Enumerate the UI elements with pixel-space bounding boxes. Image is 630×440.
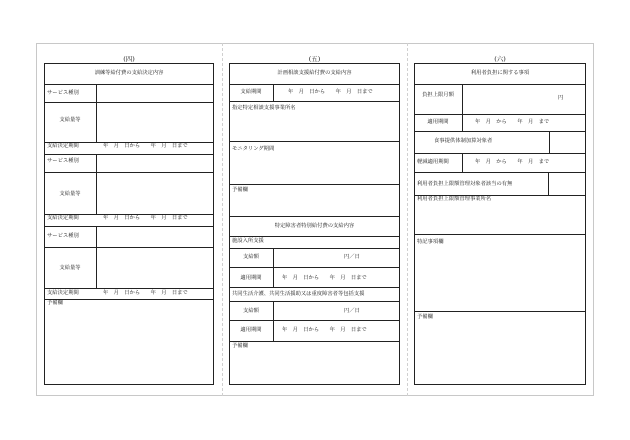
amount-label-1: 支給量等 xyxy=(59,117,81,123)
monthly-cap-label: 負担上限月額 xyxy=(422,92,454,98)
panel-4 xyxy=(44,63,214,385)
cap-management-target-label: 利用者負担上限額管理対象者該当の有無 xyxy=(417,181,513,187)
service-type-label-1: サービス種別 xyxy=(47,90,79,96)
decision-period-label-2: 支給決定期間 xyxy=(47,215,79,221)
group-living-label: 共同生活介護、共同生活援助又は重度障害者等包括支援 xyxy=(232,291,365,297)
monitoring-period-label: モニタリング期間 xyxy=(232,146,275,152)
panel-5-title: 計画相談支援給付費の支給内容 xyxy=(277,70,352,76)
decision-period-value-3: 年 月 日から 年 月 日まで xyxy=(103,290,188,296)
fold-line-right xyxy=(407,43,408,396)
benefit-amount-value-1: 円／日 xyxy=(344,254,360,260)
benefit-amount-label-1: 支給額 xyxy=(243,254,259,260)
reduction-period-label: 軽減適用期間 xyxy=(417,159,449,165)
panel-6-title: 利用者負担に関する事項 xyxy=(470,70,530,76)
panel-4-label: (四) xyxy=(123,55,135,63)
designated-provider-label: 指定特定相談支援事業所名 xyxy=(232,105,296,111)
service-type-label-2: サービス種別 xyxy=(47,158,79,164)
panel-5-remarks1-label: 予備欄 xyxy=(232,187,248,193)
panel-4-title: 訓練等給付費の支給決定内容 xyxy=(94,70,164,76)
special-benefit-title: 特定障害者特別給付費の支給内容 xyxy=(274,223,355,229)
applicable-period-label-2: 適用期間 xyxy=(240,327,262,333)
applicable-period-value-2: 年 月 日から 年 月 日まで xyxy=(282,327,367,333)
cap-management-office-label: 利用者負担上限額管理事業所名 xyxy=(417,196,492,202)
panel-6 xyxy=(414,63,586,385)
meal-provision-label: 食事提供体制加算対象者 xyxy=(434,138,493,144)
panel-6-remarks-label: 予備欄 xyxy=(417,314,433,320)
fold-line-left xyxy=(222,43,223,396)
support-period-label: 支給期間 xyxy=(240,89,262,95)
special-notes-label: 特記事項欄 xyxy=(417,239,444,245)
amount-label-3: 支給量等 xyxy=(59,265,81,271)
monthly-cap-value: 円 xyxy=(558,95,564,101)
support-period-value: 年 月 日から 年 月 日まで xyxy=(288,89,373,95)
burden-applicable-period-label: 適用期間 xyxy=(427,119,449,125)
decision-period-value-2: 年 月 日から 年 月 日まで xyxy=(103,215,188,221)
applicable-period-value-1: 年 月 日から 年 月 日まで xyxy=(282,275,367,281)
burden-applicable-period-value: 年 月 から 年 月 まで xyxy=(475,119,550,125)
panel-5-label: (五) xyxy=(308,55,321,63)
decision-period-value-1: 年 月 日から 年 月 日まで xyxy=(103,143,188,149)
service-type-label-3: サービス種別 xyxy=(47,233,79,239)
amount-label-2: 支給量等 xyxy=(59,191,81,197)
benefit-amount-value-2: 円／日 xyxy=(344,308,360,314)
benefit-amount-label-2: 支給額 xyxy=(243,308,259,314)
facility-support-label: 施設入所支援 xyxy=(232,238,264,244)
panel-4-remarks-label: 予備欄 xyxy=(47,300,63,306)
decision-period-label-1: 支給決定期間 xyxy=(47,143,79,149)
panel-6-label: (六) xyxy=(494,55,506,63)
panel-5-remarks2-label: 予備欄 xyxy=(232,343,248,349)
reduction-period-value: 年 月 から 年 月 まで xyxy=(475,159,550,165)
decision-period-label-3: 支給決定期間 xyxy=(47,290,79,296)
applicable-period-label-1: 適用期間 xyxy=(240,275,262,281)
